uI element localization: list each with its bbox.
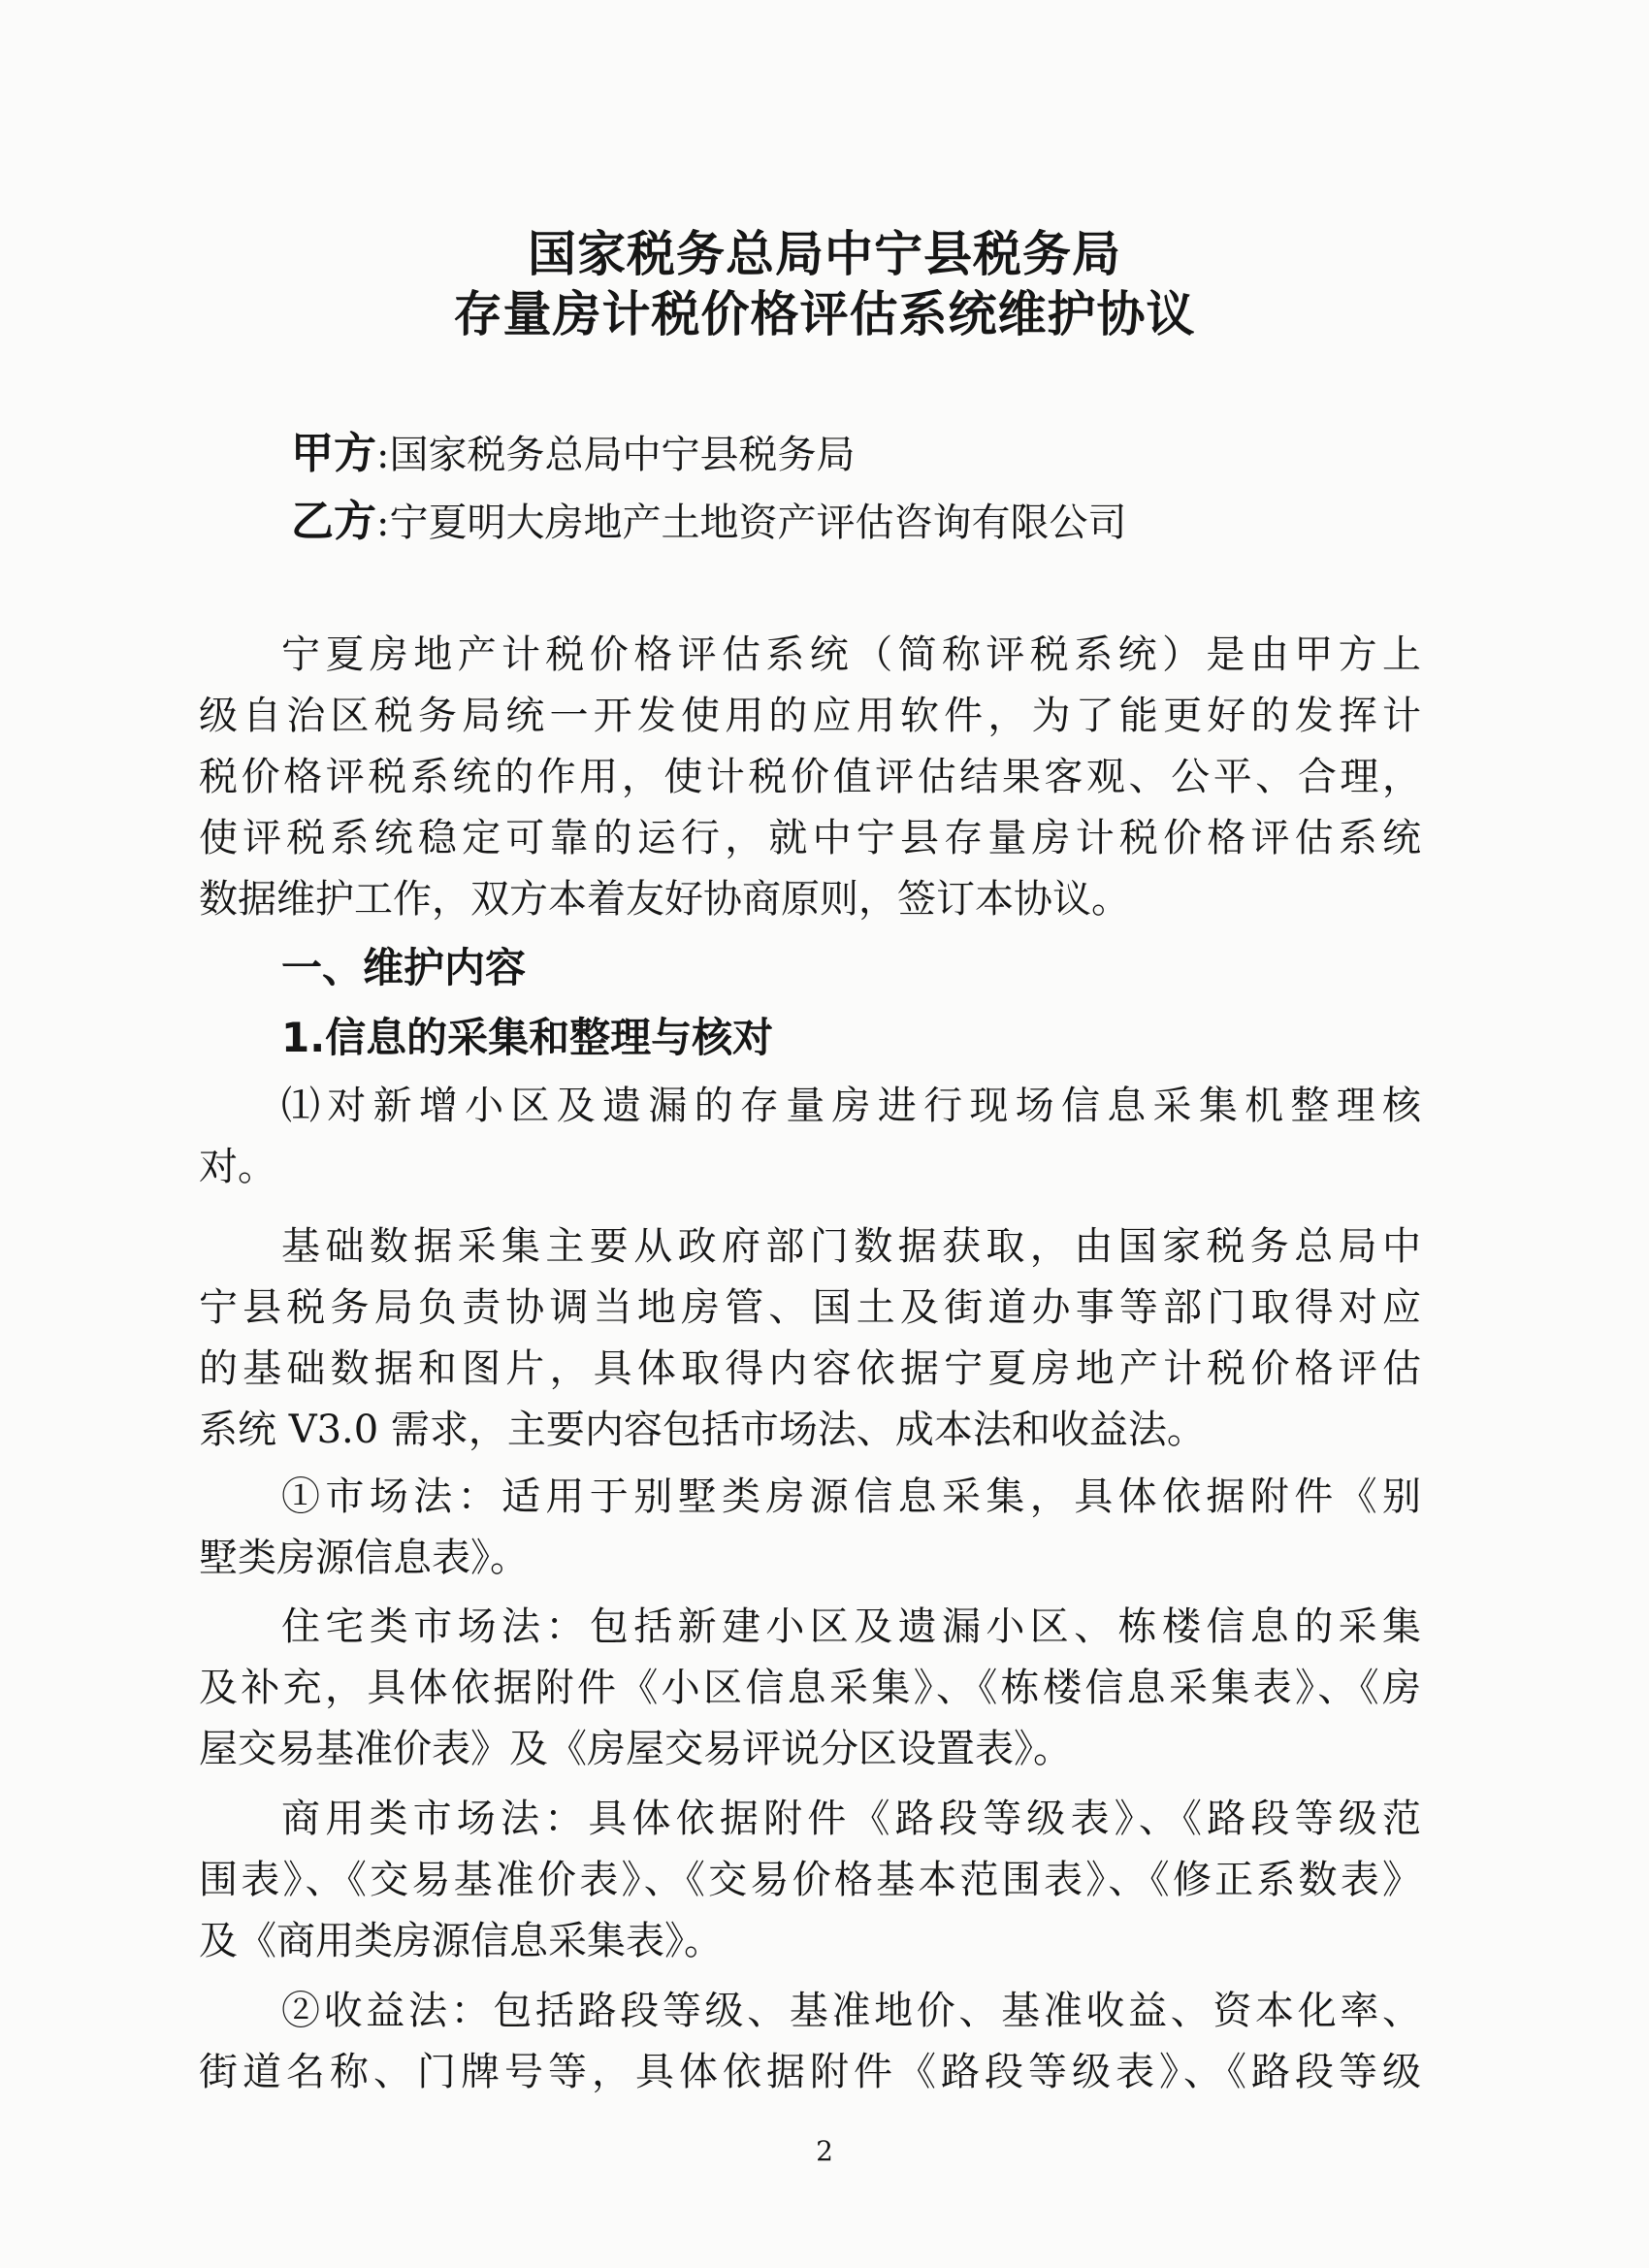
basic-data-line: 的基础数据和图片，具体取得内容依据宁夏房地产计税价格评估 — [199, 1346, 1421, 1391]
market-method-line: 墅类房源信息表》。 — [199, 1536, 529, 1580]
commercial-market-line: 商用类市场法：具体依据附件《路段等级表》、《路段等级范 — [281, 1797, 1421, 1841]
commercial-market-line: 围表》、《交易基准价表》、《交易价格基本范围表》、《修正系数表》 — [199, 1858, 1421, 1902]
residential-market-line: 及补充，具体依据附件《小区信息采集》、《栋楼信息采集表》、《房 — [199, 1666, 1421, 1710]
document-title-line2: 存量房计税价格评估系统维护协议 — [453, 286, 1196, 342]
section-heading: 一、维护内容 — [281, 944, 527, 991]
income-method-line: 街道名称、门牌号等，具体依据附件《路段等级表》、《路段等级 — [199, 2050, 1421, 2094]
intro-line: 级自治区税务局统一开发使用的应用软件，为了能更好的发挥计 — [199, 694, 1421, 738]
party-b — [291, 495, 1126, 550]
basic-data-line: 基础数据采集主要从政府部门数据获取，由国家税务总局中 — [281, 1224, 1421, 1269]
commercial-market-line: 及《商用类房源信息采集表》。 — [199, 1919, 723, 1963]
intro-line: 使评税系统稳定可靠的运行，就中宁县存量房计税价格评估系统 — [199, 816, 1421, 860]
party-b-name: :宁夏明大房地产土地资产评估咨询有限公司 — [376, 501, 1127, 545]
residential-market-line: 屋交易基准价表》及《房屋交易评说分区设置表》。 — [199, 1727, 1072, 1771]
income-method-line: ②收益法：包括路段等级、基准地价、基准收益、资本化率、 — [281, 1989, 1421, 2033]
page-number: 2 — [816, 2135, 833, 2167]
party-a-label: 甲方 — [291, 429, 376, 478]
intro-line: 宁夏房地产计税价格评估系统（简称评税系统）是由甲方上 — [281, 632, 1421, 677]
subsection-heading: 1.信息的采集和整理与核对 — [281, 1014, 774, 1061]
party-a — [291, 427, 855, 482]
market-method-line: ①市场法：适用于别墅类房源信息采集，具体依据附件《别 — [281, 1474, 1421, 1519]
party-a-name: :国家税务总局中宁县税务局 — [376, 433, 856, 477]
residential-market-line: 住宅类市场法：包括新建小区及遗漏小区、栋楼信息的采集 — [281, 1604, 1421, 1649]
item-line: ⑴对新增小区及遗漏的存量房进行现场信息采集机整理核 — [281, 1084, 1421, 1128]
item-line: 对。 — [199, 1145, 276, 1189]
intro-line: 税价格评税系统的作用，使计税价值评估结果客观、公平、合理， — [199, 755, 1421, 799]
intro-line: 数据维护工作，双方本着友好协商原则，签订本协议。 — [199, 877, 1130, 922]
party-b-label: 乙方 — [291, 497, 376, 546]
document-title-line1: 国家税务总局中宁县税务局 — [528, 226, 1121, 282]
basic-data-line: 宁县税务局负责协调当地房管、国土及街道办事等部门取得对应 — [199, 1285, 1421, 1330]
basic-data-line: 系统 V3.0 需求，主要内容包括市场法、成本法和收益法。 — [199, 1408, 1206, 1452]
